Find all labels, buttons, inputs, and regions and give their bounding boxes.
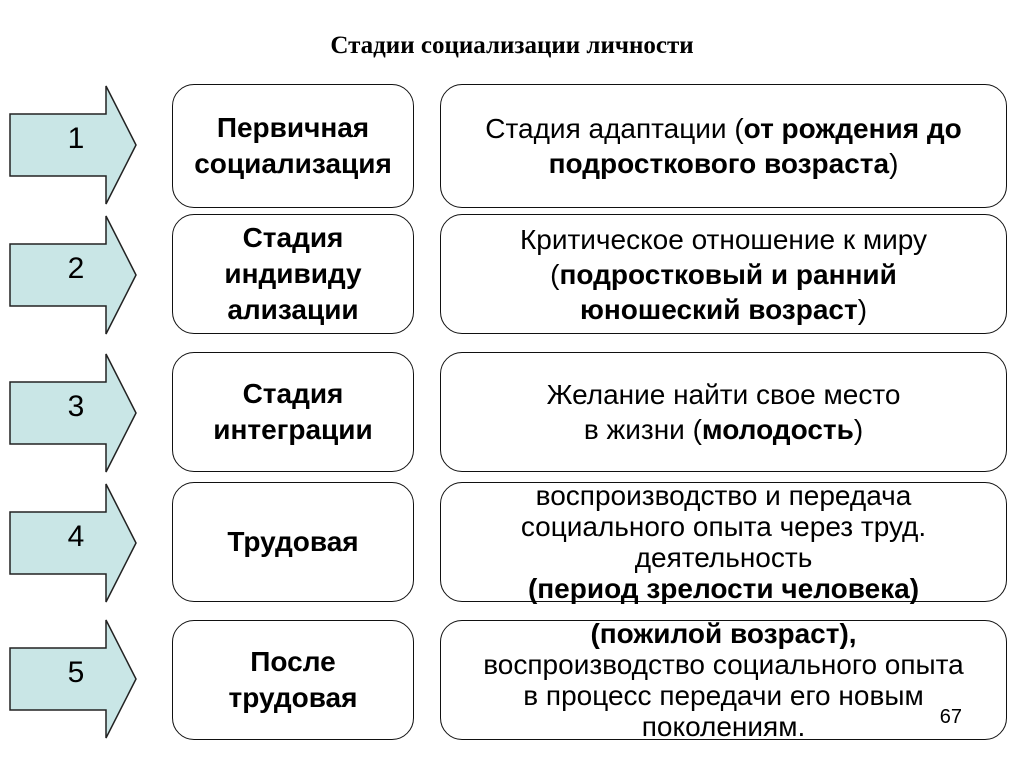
stage-name — [224, 220, 361, 328]
description-text: ) — [853, 414, 864, 445]
stage-description-box — [440, 352, 1007, 472]
stage-description — [520, 222, 927, 327]
stage-description — [521, 480, 926, 604]
stage-name-box — [172, 84, 414, 208]
description-line — [483, 680, 964, 711]
description-text: Критическое отношение к миру — [519, 223, 928, 255]
stage-name-box — [172, 482, 414, 602]
description-line — [520, 222, 927, 257]
description-bold-text: (период зрелости человека) — [527, 573, 920, 604]
stage-number: 1 — [67, 122, 85, 155]
stage-name — [213, 376, 372, 448]
description-text: Стадия адаптации ( — [485, 113, 744, 144]
stage-name-line: Первичная — [216, 112, 370, 143]
description-bold-text: юношеский возраст — [579, 293, 858, 325]
description-text: поколениям. — [641, 711, 806, 742]
stage-name-line: социализация — [194, 148, 392, 179]
description-line — [485, 146, 961, 181]
stage-name-line: После — [250, 646, 336, 677]
stage-name-box — [172, 352, 414, 472]
stage-description — [483, 618, 964, 742]
description-line — [521, 542, 926, 573]
stage-name — [194, 110, 392, 182]
stage-description-box — [440, 214, 1007, 334]
description-line — [483, 649, 964, 680]
stage-name-line: Стадия — [242, 222, 344, 253]
description-text: социального опыта через труд. — [520, 511, 927, 542]
stage-number-arrow — [8, 352, 140, 474]
stage-name-line: ализации — [227, 294, 359, 325]
stage-description-box — [440, 482, 1007, 602]
stage-number: 2 — [67, 252, 85, 285]
page-title: Стадии социализации личности — [330, 32, 694, 59]
description-text: ) — [857, 293, 868, 325]
stage-name-line: Стадия — [242, 378, 344, 409]
page-number: 67 — [939, 706, 962, 728]
description-line — [521, 511, 926, 542]
stage-name — [227, 524, 358, 560]
description-bold-text: подросткового возраста — [548, 148, 890, 179]
description-line — [485, 111, 961, 146]
stage-name-line: Трудовая — [227, 526, 359, 557]
description-text: ( — [550, 258, 560, 290]
stage-number-arrow — [8, 214, 140, 336]
description-line — [547, 377, 901, 412]
description-text: Желание найти свое место — [546, 379, 901, 410]
stage-description — [485, 111, 961, 181]
stage-name-box — [172, 620, 414, 740]
description-line — [520, 292, 927, 327]
description-line — [520, 257, 927, 292]
description-bold-text: молодость — [701, 414, 854, 445]
stage-number-arrow — [8, 482, 140, 604]
stage-number: 4 — [67, 520, 85, 553]
stage-name-line: индивиду — [224, 258, 362, 289]
stage-description-box — [440, 84, 1007, 208]
description-line — [521, 573, 926, 604]
stage-name-line: трудовая — [228, 682, 358, 713]
description-bold-text: от рождения до — [743, 113, 962, 144]
stage-number: 5 — [67, 656, 85, 689]
stage-number: 3 — [67, 390, 85, 423]
stage-number-arrow — [8, 84, 140, 206]
description-line — [483, 618, 964, 649]
description-line — [483, 711, 964, 742]
description-text: воспроизводство социального опыта — [483, 649, 964, 680]
description-bold-text: подростковый и ранний — [559, 258, 897, 290]
description-bold-text: (пожилой возраст), — [590, 618, 857, 649]
stage-description-box — [440, 620, 1007, 740]
description-text: в жизни ( — [583, 414, 702, 445]
stage-name — [229, 644, 358, 716]
stage-description — [547, 377, 901, 447]
stage-name-line: интеграции — [213, 414, 373, 445]
description-text: воспроизводство и передача — [535, 480, 912, 511]
description-text: деятельность — [634, 542, 813, 573]
stage-name-box — [172, 214, 414, 334]
description-text: ) — [889, 148, 899, 179]
description-line — [547, 412, 901, 447]
stage-number-arrow — [8, 618, 140, 740]
description-text: в процесс передачи его новым — [523, 680, 924, 711]
description-line — [521, 480, 926, 511]
